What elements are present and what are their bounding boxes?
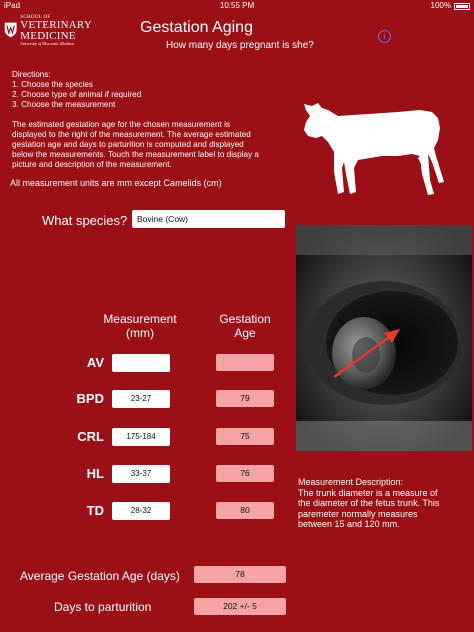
school-logo xyxy=(4,14,116,46)
measurement-input-av[interactable] xyxy=(112,354,170,372)
battery-percent: 100% xyxy=(430,1,451,10)
battery-indicator xyxy=(431,0,470,12)
paragraph-line: displayed to the right of the measurement. The average estimated xyxy=(12,130,251,139)
logo-university: University of Wisconsin–Madison xyxy=(20,40,75,46)
measurement-column-header xyxy=(92,312,188,340)
crest-icon xyxy=(4,19,17,41)
ultrasound-image xyxy=(296,225,472,451)
measurement-input-td[interactable]: 28-32 xyxy=(112,502,170,520)
direction-step: 2. Choose type of animal if required xyxy=(12,90,142,99)
measurement-label-bpd[interactable]: BPD xyxy=(76,391,104,406)
units-note: All measurement units are mm except Camelids (cm) xyxy=(10,178,222,188)
parturition-label: Days to parturition xyxy=(54,600,152,614)
parturition-value: 202 +/- 5 xyxy=(194,598,286,615)
measurement-label-hl[interactable]: HL xyxy=(86,466,104,481)
cow-silhouette-icon xyxy=(298,96,446,196)
age-output-av xyxy=(216,354,274,371)
logo-vet-med: VETERINARY MEDICINE xyxy=(20,18,92,42)
paragraph-line: picture and description of the measurement. xyxy=(12,160,172,169)
measurement-input-bpd[interactable]: 23-27 xyxy=(112,390,170,408)
status-bar xyxy=(0,0,474,12)
directions-heading: Directions: xyxy=(12,70,51,79)
age-output-bpd: 79 xyxy=(216,390,274,407)
directions-block xyxy=(12,70,294,170)
measurement-label-crl[interactable]: CRL xyxy=(77,429,104,444)
direction-step: 1. Choose the species xyxy=(12,80,94,89)
species-select[interactable]: Bovine (Cow) xyxy=(132,210,285,228)
age-output-crl: 75 xyxy=(216,428,274,445)
description-line: paremeter normally measures xyxy=(298,508,418,519)
measurement-description xyxy=(298,477,468,530)
age-header-line: Age xyxy=(234,326,256,340)
measurement-header-line: (mm) xyxy=(126,326,154,340)
average-age-value: 78 xyxy=(194,566,286,583)
measurement-input-crl[interactable]: 175-184 xyxy=(112,428,170,446)
age-header-line: Gestation xyxy=(219,312,271,326)
average-age-label: Average Gestation Age (days) xyxy=(20,569,180,583)
description-line: the diameter of the fetus trunk. This xyxy=(298,498,440,508)
description-line: The trunk diameter is a measure of xyxy=(298,487,438,498)
paragraph-line: The estimated gestation age for the chosen measurement is xyxy=(12,120,231,129)
measurement-header-line: Measurement xyxy=(103,312,177,326)
status-time: 10:55 PM xyxy=(219,1,255,10)
battery-icon xyxy=(454,3,470,10)
description-line: between 15 and 120 mm. xyxy=(298,519,400,529)
page-title: Gestation Aging xyxy=(140,19,253,36)
measurement-label-td[interactable]: TD xyxy=(86,503,104,518)
page-subtitle: How many days pregnant is she? xyxy=(166,40,314,51)
direction-step: 3. Choose the measurement xyxy=(12,100,116,109)
paragraph-line: below the measurements. Touch the measurement label to display a xyxy=(12,150,259,159)
carrier-label: iPad xyxy=(4,1,21,10)
measurement-input-hl[interactable]: 33-37 xyxy=(112,465,170,483)
age-output-td: 80 xyxy=(216,502,274,519)
species-label: What species? xyxy=(42,213,128,228)
directions-paragraph xyxy=(12,120,294,170)
logo-school-of: SCHOOL OF xyxy=(20,14,51,20)
description-heading: Measurement Description: xyxy=(298,477,404,487)
age-column-header xyxy=(210,312,280,340)
measurement-label-av[interactable]: AV xyxy=(86,355,104,370)
paragraph-line: gestation age and days to parturition is computed and displayed xyxy=(12,140,244,149)
age-output-hl: 76 xyxy=(216,465,274,482)
info-button[interactable]: i xyxy=(378,30,391,43)
